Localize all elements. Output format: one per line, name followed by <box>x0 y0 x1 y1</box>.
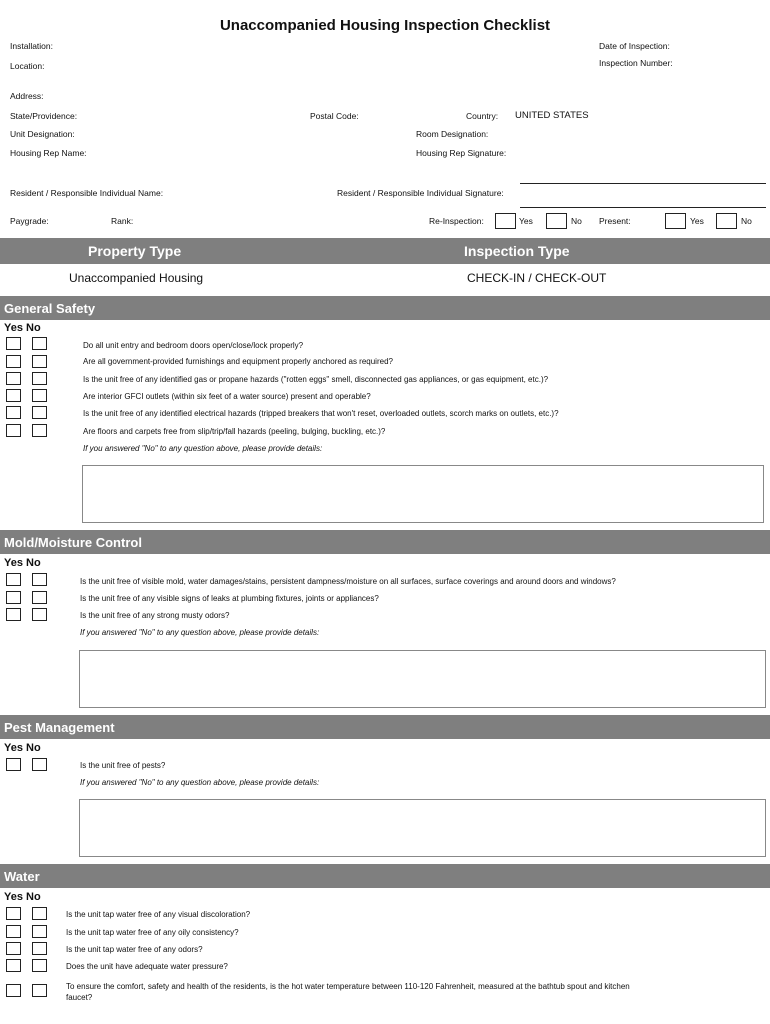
q-yes-checkbox[interactable] <box>6 372 21 385</box>
question: Is the unit free of any strong musty odors? <box>80 611 230 620</box>
section-general-safety <box>0 296 770 320</box>
question: Is the unit free of any identified gas or propane hazards ("rotten eggs" smell, disconnected gas appliances, or gas equipment, etc.)? <box>83 375 549 384</box>
installation-label: Installation: <box>10 41 53 51</box>
q-yes-checkbox[interactable] <box>6 925 21 938</box>
q-yes-checkbox[interactable] <box>6 942 21 955</box>
section-title: Pest Management <box>4 720 115 735</box>
section-title: Water <box>4 869 40 884</box>
q-yes-checkbox[interactable] <box>6 355 21 368</box>
reinspection-yes-label: Yes <box>519 216 533 226</box>
details-note: If you answered "No" to any question above, please provide details: <box>80 778 320 787</box>
q-no-checkbox[interactable] <box>32 573 47 586</box>
question: Are floors and carpets free from slip/trip/fall hazards (peeling, bulging, buckling, etc.)? <box>83 427 386 436</box>
unit-label: Unit Designation: <box>10 129 75 139</box>
details-note: If you answered "No" to any question above, please provide details: <box>80 628 320 637</box>
inspection-type-heading: Inspection Type <box>464 243 570 259</box>
question: Is the unit free of any identified electrical hazards (tripped breakers that won't reset, overloaded outlets, scorch marks on outlets, etc.)? <box>83 409 559 418</box>
question: Is the unit free of any visible signs of leaks at plumbing fixtures, joints or appliances? <box>80 594 379 603</box>
present-label: Present: <box>599 216 631 226</box>
rep-signature-label: Housing Rep Signature: <box>416 148 507 158</box>
yes-no-header: Yes No <box>4 891 41 903</box>
section-mold-moisture <box>0 530 770 554</box>
yes-no-header: Yes No <box>4 742 41 754</box>
q-yes-checkbox[interactable] <box>6 337 21 350</box>
present-yes-checkbox[interactable] <box>665 213 686 229</box>
question-continued: faucet? <box>66 993 93 1002</box>
type-bar <box>0 238 770 264</box>
q-yes-checkbox[interactable] <box>6 608 21 621</box>
q-no-checkbox[interactable] <box>32 758 47 771</box>
q-no-checkbox[interactable] <box>32 959 47 972</box>
q-no-checkbox[interactable] <box>32 984 47 997</box>
question: Is the unit tap water free of any oily consistency? <box>66 928 239 937</box>
reinspection-yes-checkbox[interactable] <box>495 213 516 229</box>
date-label: Date of Inspection: <box>599 41 670 51</box>
property-type-heading: Property Type <box>88 243 182 259</box>
reinspection-no-label: No <box>571 216 582 226</box>
question: Do all unit entry and bedroom doors open/close/lock properly? <box>83 341 304 350</box>
question: Is the unit free of visible mold, water damages/stains, persistent dampness/moisture on all surfaces, surface coverings and around doors and windows? <box>80 577 616 586</box>
yes-no-header: Yes No <box>4 322 41 334</box>
q-no-checkbox[interactable] <box>32 355 47 368</box>
q-no-checkbox[interactable] <box>32 389 47 402</box>
postal-label: Postal Code: <box>310 111 359 121</box>
rank-label: Rank: <box>111 216 134 226</box>
q-no-checkbox[interactable] <box>32 907 47 920</box>
question: Are all government-provided furnishings and equipment properly anchored as required? <box>83 357 393 366</box>
state-label: State/Providence: <box>10 111 78 121</box>
reinspection-no-checkbox[interactable] <box>546 213 567 229</box>
q-no-checkbox[interactable] <box>32 406 47 419</box>
q-no-checkbox[interactable] <box>32 925 47 938</box>
present-yes-label: Yes <box>690 216 704 226</box>
q-yes-checkbox[interactable] <box>6 591 21 604</box>
page-title: Unaccompanied Housing Inspection Checklist <box>219 17 551 34</box>
section-water <box>0 864 770 888</box>
section-pest-management <box>0 715 770 739</box>
rep-name-label: Housing Rep Name: <box>10 148 87 158</box>
q-yes-checkbox[interactable] <box>6 984 21 997</box>
details-textarea[interactable] <box>79 650 766 708</box>
q-yes-checkbox[interactable] <box>6 389 21 402</box>
q-no-checkbox[interactable] <box>32 337 47 350</box>
details-note: If you answered "No" to any question above, please provide details: <box>83 444 323 453</box>
question: To ensure the comfort, safety and health of the residents, is the hot water temperature between 110-120 Fahrenheit, measured at the bathtub spout and kitchen <box>66 982 630 991</box>
yes-no-header: Yes No <box>4 557 41 569</box>
reinspection-label: Re-Inspection: <box>429 216 484 226</box>
q-yes-checkbox[interactable] <box>6 573 21 586</box>
q-no-checkbox[interactable] <box>32 424 47 437</box>
q-yes-checkbox[interactable] <box>6 758 21 771</box>
q-no-checkbox[interactable] <box>32 591 47 604</box>
question: Does the unit have adequate water pressure? <box>66 962 228 971</box>
signature-line <box>520 183 766 184</box>
q-no-checkbox[interactable] <box>32 942 47 955</box>
q-no-checkbox[interactable] <box>32 608 47 621</box>
room-label: Room Designation: <box>416 129 489 139</box>
inspection-number-label: Inspection Number: <box>599 58 673 68</box>
country-value: UNITED STATES <box>515 110 589 121</box>
location-label: Location: <box>10 61 45 71</box>
details-textarea[interactable] <box>79 799 766 857</box>
resident-signature-label: Resident / Responsible Individual Signature: <box>337 188 504 198</box>
present-no-label: No <box>741 216 752 226</box>
address-label: Address: <box>10 91 44 101</box>
present-no-checkbox[interactable] <box>716 213 737 229</box>
q-no-checkbox[interactable] <box>32 372 47 385</box>
paygrade-label: Paygrade: <box>10 216 49 226</box>
section-title: General Safety <box>4 301 96 316</box>
property-type-value: Unaccompanied Housing <box>69 271 204 285</box>
question: Is the unit tap water free of any visual discoloration? <box>66 910 251 919</box>
details-textarea[interactable] <box>82 465 764 523</box>
q-yes-checkbox[interactable] <box>6 424 21 437</box>
q-yes-checkbox[interactable] <box>6 959 21 972</box>
signature-line-lower <box>520 207 766 208</box>
section-title: Mold/Moisture Control <box>4 535 142 550</box>
q-yes-checkbox[interactable] <box>6 406 21 419</box>
q-yes-checkbox[interactable] <box>6 907 21 920</box>
resident-name-label: Resident / Responsible Individual Name: <box>10 188 164 198</box>
question: Is the unit tap water free of any odors? <box>66 945 203 954</box>
country-label: Country: <box>466 111 499 121</box>
inspection-type-value: CHECK-IN / CHECK-OUT <box>467 271 607 285</box>
question: Are interior GFCI outlets (within six feet of a water source) present and operable? <box>83 392 371 401</box>
question: Is the unit free of pests? <box>80 761 166 770</box>
